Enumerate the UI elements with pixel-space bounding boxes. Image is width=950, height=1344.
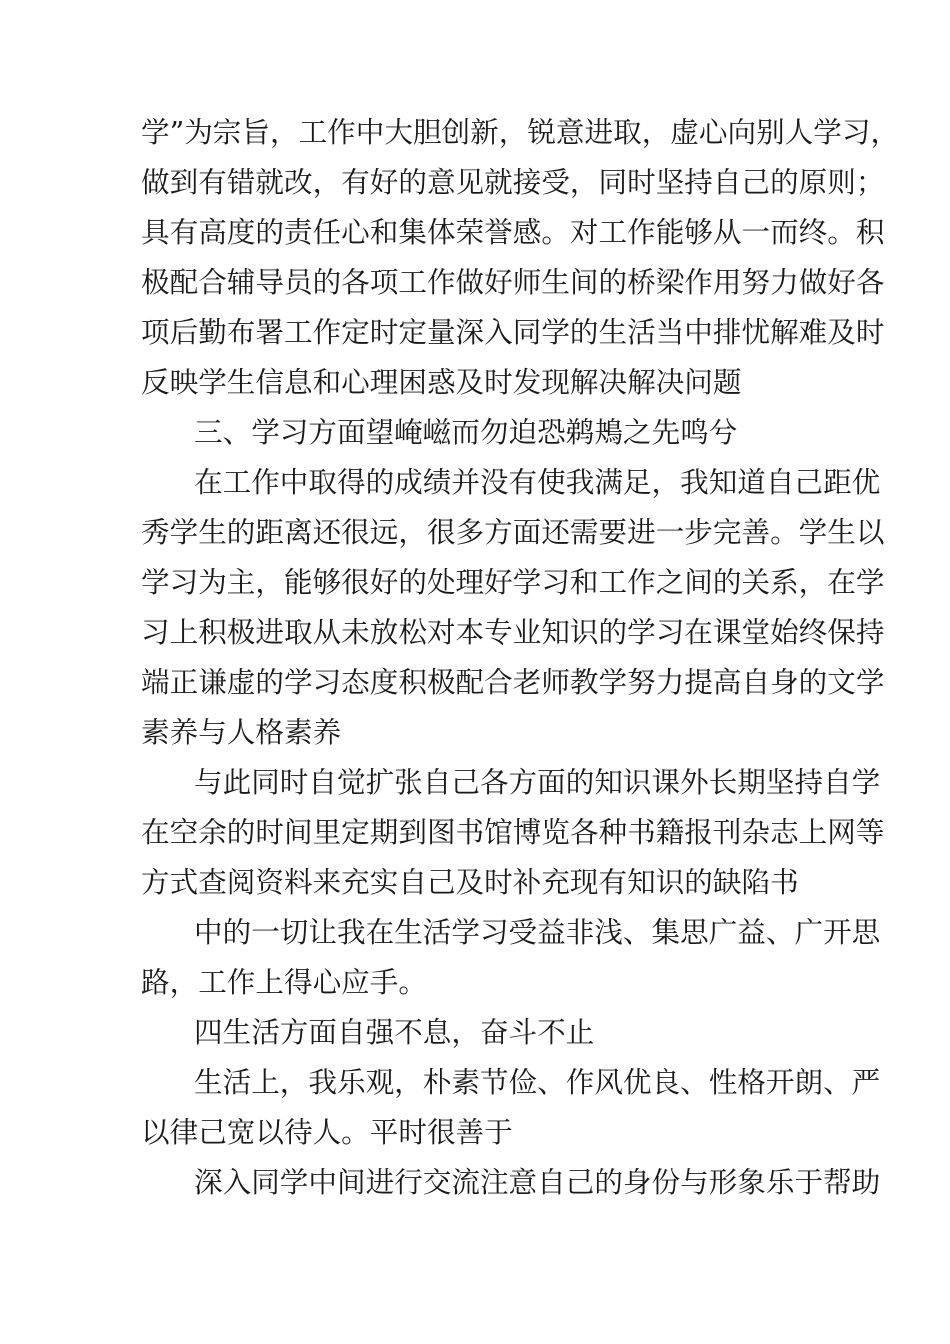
text-line: 项后勤布署工作定时定量深入同学的生活当中排忧解难及时	[141, 315, 885, 349]
text-line: 学”为宗旨，工作中大胆创新，锐意进取，虚心向别人学习，	[141, 115, 900, 149]
text-line: 中的一切让我在生活学习受益非浅、集思广益、广开思	[194, 915, 881, 949]
text-line: 与此同时自觉扩张自己各方面的知识课外长期坚持自学	[194, 765, 881, 799]
text-line: 做到有错就改，有好的意见就接受，同时坚持自己的原则；	[141, 165, 885, 199]
text-line: 具有高度的责任心和集体荣誉感。对工作能够从一而终。积	[141, 215, 885, 249]
text-line: 在工作中取得的成绩并没有使我满足，我知道自己距优	[194, 465, 881, 499]
text-line: 路，工作上得心应手。	[141, 965, 427, 999]
text-line: 在空余的时间里定期到图书馆博览各种书籍报刊杂志上网等	[141, 815, 885, 849]
text-line: 习上积极进取从未放松对本专业知识的学习在课堂始终保持	[141, 615, 885, 649]
text-line: 学习为主，能够很好的处理好学习和工作之间的关系，在学	[141, 565, 885, 599]
text-line: 素养与人格素养	[141, 715, 342, 749]
section-heading: 四生活方面自强不息，奋斗不止	[194, 1015, 595, 1049]
text-line: 端正谦虚的学习态度积极配合老师教学努力提高自身的文学	[141, 665, 885, 699]
section-heading: 三、学习方面望崦嵫而勿迫恐鹈鴂之先鸣兮	[194, 415, 738, 449]
text-line: 以律己宽以待人。平时很善于	[141, 1115, 513, 1149]
text-line: 方式查阅资料来充实自己及时补充现有知识的缺陷书	[141, 865, 799, 899]
text-line: 极配合辅导员的各项工作做好师生间的桥梁作用努力做好各	[141, 265, 885, 299]
text-line: 生活上，我乐观，朴素节俭、作风优良、性格开朗、严	[194, 1065, 881, 1099]
text-line: 秀学生的距离还很远，很多方面还需要进一步完善。学生以	[141, 515, 885, 549]
text-line: 反映学生信息和心理困惑及时发现解决解决问题	[141, 365, 742, 399]
text-line: 深入同学中间进行交流注意自己的身份与形象乐于帮助	[194, 1165, 881, 1199]
